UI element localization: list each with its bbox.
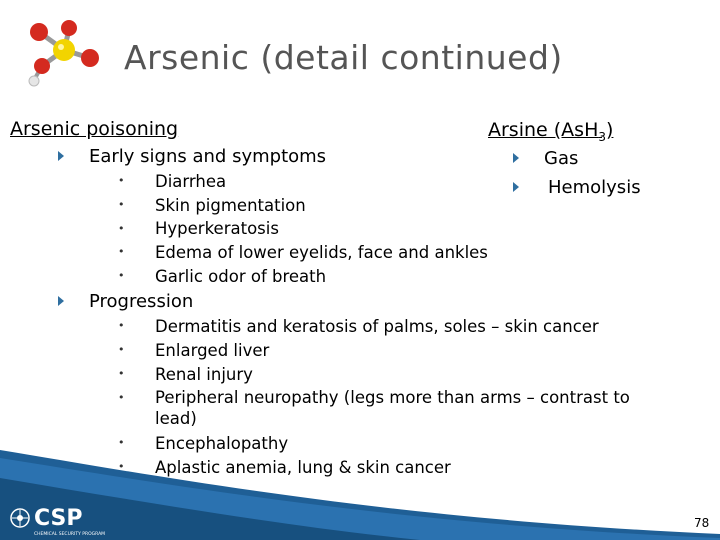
bullet-dot: • (118, 367, 125, 380)
list-item: Hyperkeratosis (155, 219, 279, 238)
logo-subtext: CHEMICAL SECURITY PROGRAM (34, 532, 106, 537)
bullet-dot: • (118, 343, 125, 356)
arsenic-poisoning-heading: Arsenic poisoning (10, 118, 179, 140)
list-item: Renal injury (155, 365, 253, 384)
triangle-bullet-icon (58, 151, 64, 161)
arsine-item-gas: Gas (544, 148, 579, 169)
bullet-dot: • (118, 198, 125, 211)
bullet-dot: • (118, 391, 125, 404)
list-item-continuation: lead) (155, 409, 197, 428)
bullet-dot: • (118, 436, 125, 449)
bullet-dot: • (118, 460, 125, 473)
bullet-dot: • (118, 319, 125, 332)
logo-text: CSP (34, 506, 83, 531)
early-signs-label: Early signs and symptoms (89, 146, 327, 167)
page-title: Arsenic (detail continued) (124, 38, 563, 77)
bullet-dot: • (118, 245, 125, 258)
triangle-bullet-icon (513, 182, 519, 192)
list-item: Garlic odor of breath (155, 267, 327, 286)
list-item: Diarrhea (155, 172, 227, 191)
list-item: Dermatitis and keratosis of palms, soles – skin cancer (155, 317, 599, 336)
bullet-dot: • (118, 174, 125, 187)
list-item: Aplastic anemia, lung & skin cancer (155, 458, 451, 477)
triangle-bullet-icon (513, 153, 519, 163)
progression-label: Progression (89, 291, 194, 312)
list-item: Peripheral neuropathy (legs more than arms – contrast to (155, 388, 630, 407)
csp-logo (8, 502, 128, 538)
list-item: Enlarged liver (155, 341, 270, 360)
page-number: 78 (694, 516, 710, 530)
bullet-dot: • (118, 269, 125, 282)
triangle-bullet-icon (58, 296, 64, 306)
arsine-item-hemolysis: Hemolysis (548, 177, 641, 198)
bullet-dot: • (118, 222, 125, 235)
list-item: Encephalopathy (155, 434, 289, 453)
arsine-heading-end: ) (606, 119, 614, 141)
arsine-heading (488, 119, 613, 144)
arsine-heading-subscript: 3 (598, 129, 606, 144)
list-item: Skin pigmentation (155, 196, 306, 215)
arsine-heading-main: Arsine (AsH (488, 119, 599, 141)
arsenic-molecule-icon (14, 10, 104, 90)
list-item: Edema of lower eyelids, face and ankles (155, 243, 488, 262)
